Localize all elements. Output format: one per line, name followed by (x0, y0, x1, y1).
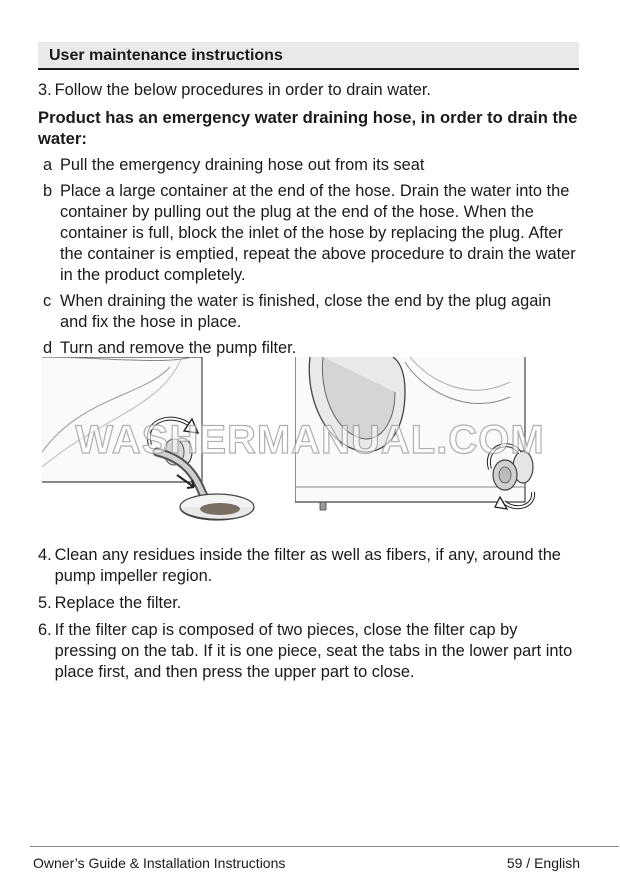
substep-text: When draining the water is finished, close the end by the plug again and fix the hose in place. (60, 292, 552, 331)
substep-a (38, 155, 583, 176)
substep-text: Place a large container at the end of the hose. Drain the water into the container by pulling out the plug at the end of the hose. When the container is full, block the inlet of the hose by replacing the plug. After the container is emptied, repeat the above procedure to drain the water in the product completely. (60, 182, 576, 284)
substep-text: Turn and remove the pump filter. (60, 339, 297, 357)
instructions-part-2 (38, 545, 583, 689)
drain-heading: Product has an emergency water draining hose, in order to drain the water: (38, 108, 578, 148)
footer-divider (30, 846, 619, 847)
step-number: 4. (38, 546, 52, 564)
step-5 (38, 593, 583, 614)
substep-letter: d (43, 339, 53, 357)
substep-letter: a (43, 156, 53, 174)
instructions-part-1 (38, 80, 583, 364)
footer-guide-title: Owner’s Guide & Installation Instructions (33, 855, 286, 871)
step-number: 5. (38, 594, 52, 612)
step-text: Follow the below procedures in order to drain water. (54, 81, 431, 99)
watermark: WASHERMANUAL.COM (75, 418, 545, 462)
step-text: Clean any residues inside the filter as well as fibers, if any, around the pump impeller region. (54, 546, 561, 585)
step-text: If the filter cap is composed of two pieces, close the filter cap by pressing on the tab. If it is one piece, seat the tabs in the lower part into place first, and then press the upper part to close. (54, 621, 573, 681)
substep-c (38, 291, 583, 333)
step-6 (38, 620, 583, 683)
section-title: User maintenance instructions (49, 47, 283, 64)
substep-b (38, 181, 583, 286)
substep-letter: b (43, 182, 53, 200)
step-text: Replace the filter. (54, 594, 182, 612)
substep-d (38, 338, 583, 359)
footer-page-number: 59 / English (506, 855, 580, 871)
step-3 (38, 80, 583, 101)
substep-letter: c (43, 292, 52, 310)
step-number: 6. (38, 621, 52, 639)
section-header (38, 42, 579, 70)
substep-text: Pull the emergency draining hose out from its seat (60, 156, 425, 174)
step-number: 3. (38, 81, 52, 99)
step-4 (38, 545, 583, 587)
